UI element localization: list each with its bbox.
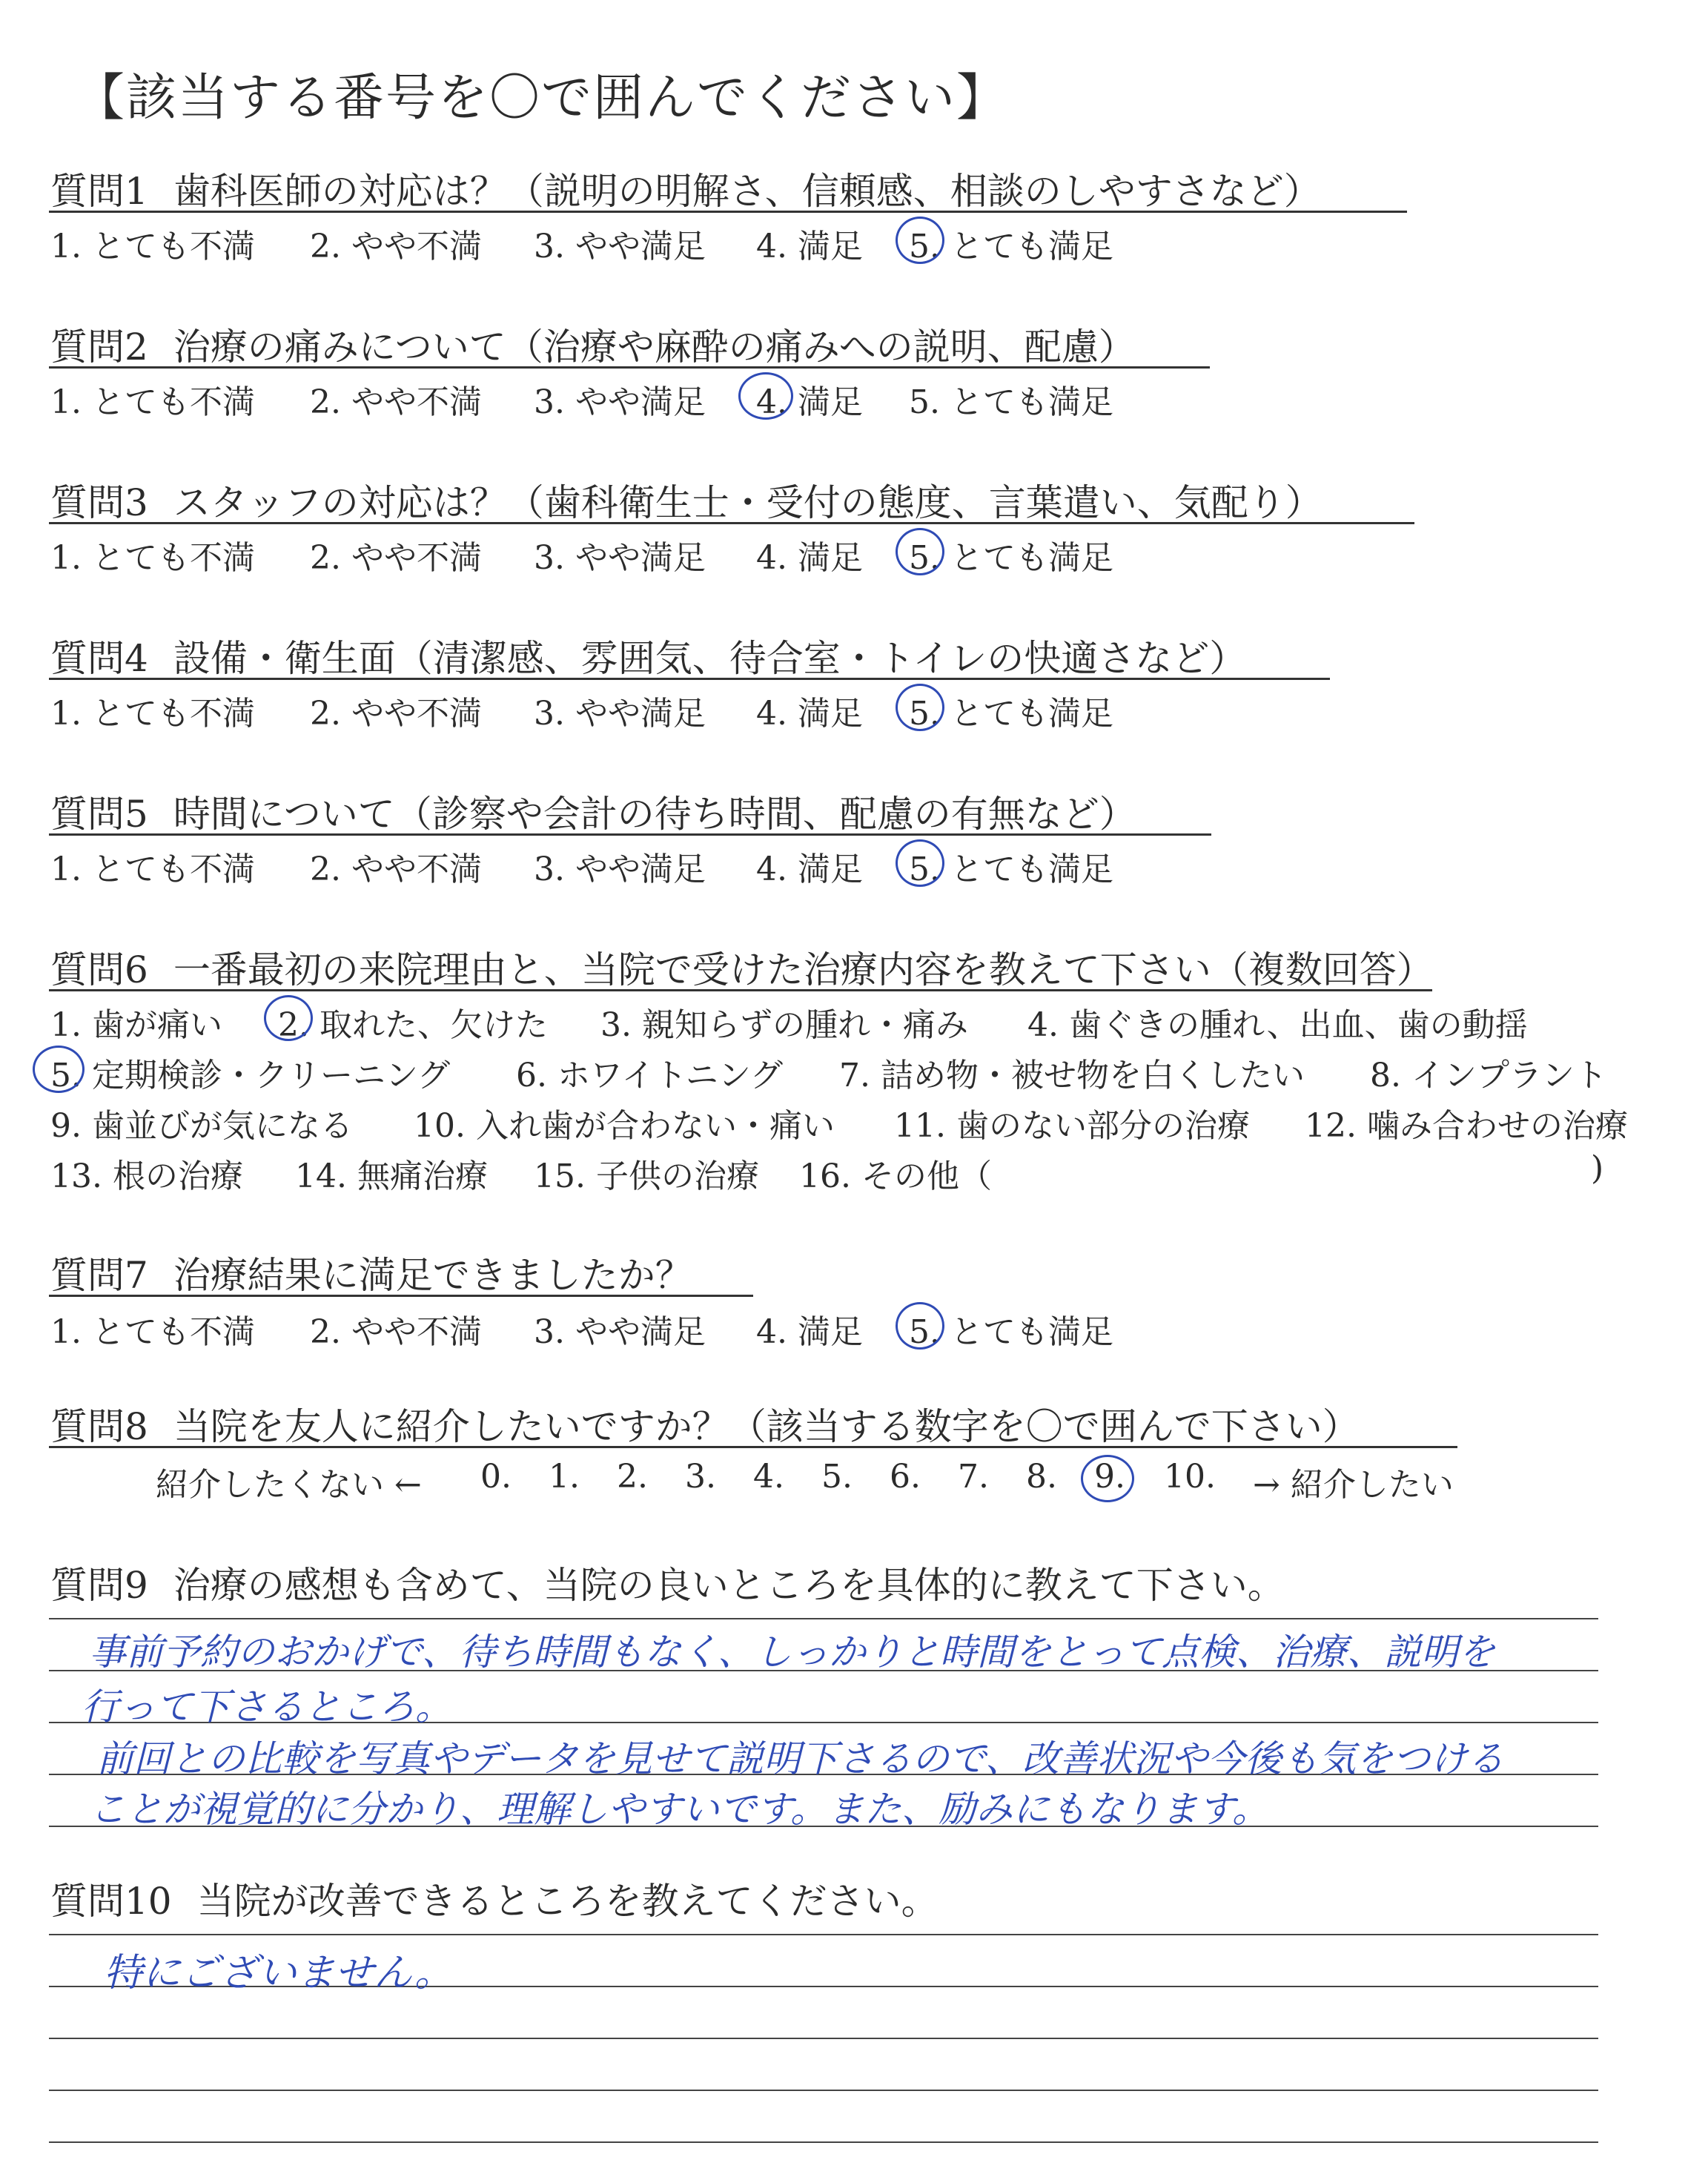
option-3[interactable]: 3. やや満足 [534, 851, 706, 888]
question-text: 当院が改善できるところを教えてください。 [196, 1880, 939, 1923]
answer-line [49, 2038, 1598, 2039]
option-2[interactable]: 2. やや不満 [310, 228, 482, 265]
scale-10[interactable]: 10. [1164, 1458, 1216, 1496]
handwritten-answer-line: 特にございません。 [104, 1951, 454, 1995]
option-1[interactable]: 1. とても不満 [50, 383, 255, 421]
question-number: 質問8 [50, 1405, 148, 1448]
option-5[interactable]: 5. 定期検診・クリーニング [50, 1057, 451, 1094]
option-11[interactable]: 11. 歯のない部分の治療 [894, 1107, 1250, 1145]
option-7[interactable]: 7. 詰め物・被せ物を白くしたい [839, 1057, 1305, 1094]
answer-line [49, 2090, 1598, 2091]
option-4[interactable]: 4. 満足 [756, 851, 863, 888]
option-3[interactable]: 3. やや満足 [534, 228, 706, 265]
option-3[interactable]: 3. やや満足 [534, 1313, 706, 1351]
question-title [50, 940, 1434, 994]
question-title [50, 162, 1321, 215]
question-text: 治療結果に満足できましたか？ [173, 1254, 692, 1297]
handwritten-answer-line: 前回との比較を写真やデータを見せて説明下さるので、改善状況や今後も気をつける [96, 1737, 1504, 1780]
option-10[interactable]: 10. 入れ歯が合わない・痛い [414, 1107, 835, 1145]
option-4[interactable]: 4. 歯ぐきの腫れ、出血、歯の動揺 [1027, 1006, 1528, 1044]
question-title [50, 1872, 939, 1925]
question-number: 質問6 [50, 948, 148, 991]
option-3[interactable]: 3. やや満足 [534, 383, 706, 421]
option-1[interactable]: 1. とても不満 [50, 1313, 255, 1351]
option-6[interactable]: 6. ホワイトニング [516, 1057, 784, 1094]
option-5[interactable]: 5. とても満足 [909, 695, 1113, 733]
title-underline [49, 833, 1211, 836]
option-12[interactable]: 12. 噛み合わせの治療 [1305, 1107, 1628, 1145]
option-5[interactable]: 5. とても満足 [909, 383, 1113, 421]
question-title [50, 473, 1323, 526]
option-5[interactable]: 5. とても満足 [909, 851, 1113, 888]
title-underline [49, 678, 1330, 680]
title-underline [49, 1446, 1457, 1448]
scale-0[interactable]: 0. [480, 1458, 512, 1496]
option-2[interactable]: 2. 取れた、欠けた [278, 1006, 548, 1044]
question-number: 質問3 [50, 481, 148, 524]
option-1[interactable]: 1. とても不満 [50, 695, 255, 733]
scale-7[interactable]: 7. [958, 1458, 989, 1496]
question-text: 設備・衛生面（清潔感、雰囲気、待合室・トイレの快適さなど） [173, 637, 1247, 680]
option-4[interactable]: 4. 満足 [756, 383, 863, 421]
option-2[interactable]: 2. やや不満 [310, 1313, 482, 1351]
option-16[interactable]: 16. その他（ [799, 1157, 992, 1195]
handwritten-answer-line: 行って下さるところ。 [82, 1685, 452, 1728]
option-1[interactable]: 1. 歯が痛い [50, 1006, 222, 1044]
question-number: 質問2 [50, 326, 148, 369]
question-number: 質問4 [50, 637, 148, 680]
scale-9[interactable]: 9. [1094, 1458, 1125, 1496]
scale-3[interactable]: 3. [685, 1458, 716, 1496]
option-8[interactable]: 8. インプラント [1370, 1057, 1607, 1094]
question-text: スタッフの対応は？（歯科衛生士・受付の態度、言葉遣い、気配り） [173, 481, 1323, 524]
scale-4[interactable]: 4. [753, 1458, 784, 1496]
scale-right-label: → 紹介したい [1253, 1466, 1454, 1504]
option-2[interactable]: 2. やや不満 [310, 383, 482, 421]
question-title [50, 785, 1136, 838]
option-5[interactable]: 5. とても満足 [909, 228, 1113, 265]
title-underline [49, 211, 1407, 213]
scale-6[interactable]: 6. [890, 1458, 921, 1496]
answer-line [49, 2141, 1598, 2143]
title-underline [49, 522, 1414, 524]
option-5[interactable]: 5. とても満足 [909, 539, 1113, 577]
option-9[interactable]: 9. 歯並びが気になる [50, 1107, 353, 1145]
question-title [50, 1397, 1360, 1450]
question-text: 治療の感想も含めて、当院の良いところを具体的に教えて下さい。 [173, 1564, 1285, 1607]
option-1[interactable]: 1. とても不満 [50, 228, 255, 265]
option-15[interactable]: 15. 子供の治療 [534, 1157, 759, 1195]
scale-8[interactable]: 8. [1026, 1458, 1057, 1496]
question-text: 時間について（診察や会計の待ち時間、配慮の有無など） [173, 793, 1136, 836]
option-5[interactable]: 5. とても満足 [909, 1313, 1113, 1351]
option-1[interactable]: 1. とても不満 [50, 851, 255, 888]
question-text: 歯科医師の対応は？（説明の明解さ、信頼感、相談のしやすさなど） [173, 170, 1321, 213]
option-4[interactable]: 4. 満足 [756, 1313, 863, 1351]
handwritten-answer-line: 事前予約のおかげで、待ち時間もなく、しっかりと時間をとって点検、治療、説明を [89, 1631, 1495, 1674]
title-underline [49, 366, 1210, 369]
option-4[interactable]: 4. 満足 [756, 228, 863, 265]
title-underline [49, 989, 1432, 991]
option-14[interactable]: 14. 無痛治療 [295, 1157, 488, 1195]
question-number: 質問10 [50, 1880, 172, 1923]
option-3[interactable]: 3. 親知らずの腫れ・痛み [600, 1006, 968, 1044]
option-1[interactable]: 1. とても不満 [50, 539, 255, 577]
question-title [50, 629, 1246, 682]
question-title [50, 1556, 1285, 1609]
question-title [50, 317, 1136, 371]
title-underline [49, 1295, 753, 1297]
answer-line [49, 1618, 1598, 1619]
question-text: 治療の痛みについて（治療や麻酔の痛みへの説明、配慮） [173, 326, 1136, 369]
option-16-close-paren: ) [1591, 1149, 1604, 1187]
page-title: 【該当する番号を〇で囲んでください】 [74, 69, 1009, 128]
question-title [50, 1246, 692, 1299]
handwritten-answer-line: ことが視覚的に分かり、理解しやすいです。また、励みにもなります。 [89, 1788, 1269, 1831]
scale-5[interactable]: 5. [821, 1458, 853, 1496]
option-3[interactable]: 3. やや満足 [534, 539, 706, 577]
option-4[interactable]: 4. 満足 [756, 695, 863, 733]
option-2[interactable]: 2. やや不満 [310, 851, 482, 888]
question-number: 質問7 [50, 1254, 148, 1297]
option-2[interactable]: 2. やや不満 [310, 539, 482, 577]
option-4[interactable]: 4. 満足 [756, 539, 863, 577]
question-number: 質問5 [50, 793, 148, 836]
answer-line [49, 1934, 1598, 1935]
option-2[interactable]: 2. やや不満 [310, 695, 482, 733]
option-13[interactable]: 13. 根の治療 [50, 1157, 243, 1195]
scale-left-label: 紹介したくない ← [156, 1466, 422, 1504]
question-text: 一番最初の来院理由と、当院で受けた治療内容を教えて下さい（複数回答） [173, 948, 1434, 991]
question-number: 質問1 [50, 170, 148, 213]
option-3[interactable]: 3. やや満足 [534, 695, 706, 733]
scale-1[interactable]: 1. [549, 1458, 580, 1496]
question-text: 当院を友人に紹介したいですか？（該当する数字を〇で囲んで下さい） [173, 1405, 1360, 1448]
scale-2[interactable]: 2. [617, 1458, 648, 1496]
question-number: 質問9 [50, 1564, 148, 1607]
